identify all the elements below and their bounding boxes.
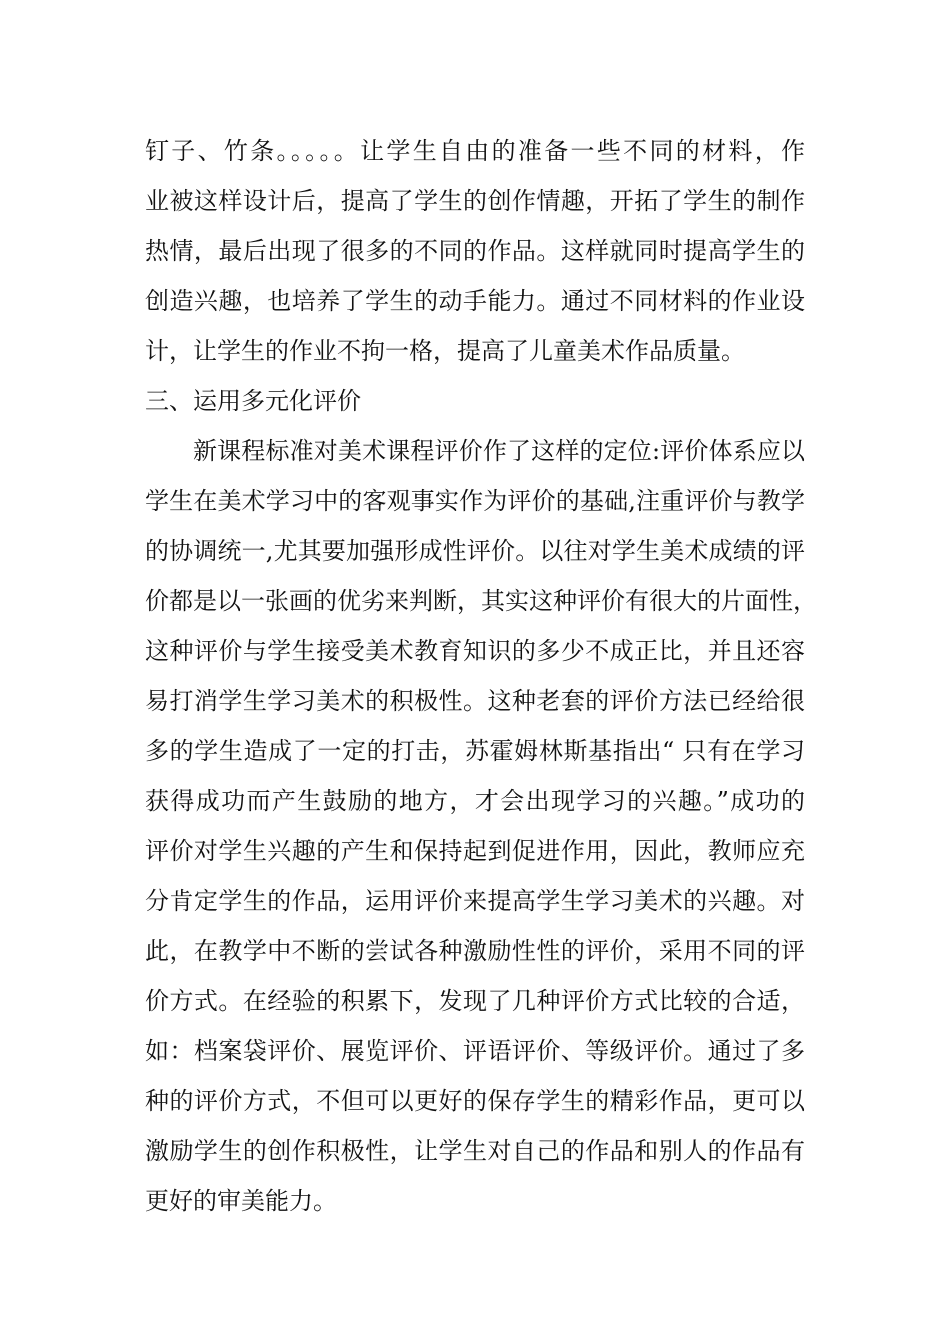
paragraph-line: 新课程标准对美术课程评价作了这样的定位:评价体系应以 — [193, 437, 805, 465]
paragraph-line: 更好的审美能力。 — [145, 1187, 337, 1215]
paragraph-line: 激励学生的创作积极性，让学生对自己的作品和别人的作品有 — [145, 1137, 805, 1165]
paragraph-line: 如：档案袋评价、展览评价、评语评价、等级评价。通过了多 — [145, 1037, 805, 1065]
paragraph-line: 获得成功而产生鼓励的地方，才会出现学习的兴趣。”成功的 — [145, 787, 805, 815]
paragraph-line: 学生在美术学习中的客观事实作为评价的基础,注重评价与教学 — [145, 487, 805, 515]
paragraph-line: 业被这样设计后，提高了学生的创作情趣，开拓了学生的制作 — [145, 187, 805, 215]
paragraph-line: 评价对学生兴趣的产生和保持起到促进作用，因此，教师应充 — [145, 837, 805, 865]
paragraph-line: 价方式。在经验的积累下，发现了几种评价方式比较的合适， — [145, 987, 805, 1015]
paragraph-line: 分肯定学生的作品，运用评价来提高学生学习美术的兴趣。对 — [145, 887, 805, 915]
paragraph-line: 的协调统一,尤其要加强形成性评价。以往对学生美术成绩的评 — [145, 537, 805, 565]
paragraph-line: 易打消学生学习美术的积极性。这种老套的评价方法已经给很 — [145, 687, 805, 715]
paragraph-line: 创造兴趣，也培养了学生的动手能力。通过不同材料的作业设 — [145, 287, 805, 315]
paragraph-line: 钉子、竹条。。。。。让学生自由的准备一些不同的材料，作 — [145, 137, 805, 165]
paragraph-line: 此，在教学中不断的尝试各种激励性性的评价，采用不同的评 — [145, 937, 805, 965]
paragraph-line: 计，让学生的作业不拘一格，提高了儿童美术作品质量。 — [145, 337, 745, 365]
paragraph-line: 多的学生造成了一定的打击，苏霍姆林斯基指出“ 只有在学习 — [145, 737, 805, 765]
paragraph-line: 热情，最后出现了很多的不同的作品。这样就同时提高学生的 — [145, 237, 805, 265]
paragraph-line: 价都是以一张画的优劣来判断，其实这种评价有很大的片面性， — [145, 587, 817, 615]
paragraph-line: 种的评价方式，不但可以更好的保存学生的精彩作品，更可以 — [145, 1087, 805, 1115]
section-heading: 三、运用多元化评价 — [145, 387, 361, 415]
paragraph-line: 这种评价与学生接受美术教育知识的多少不成正比，并且还容 — [145, 637, 805, 665]
